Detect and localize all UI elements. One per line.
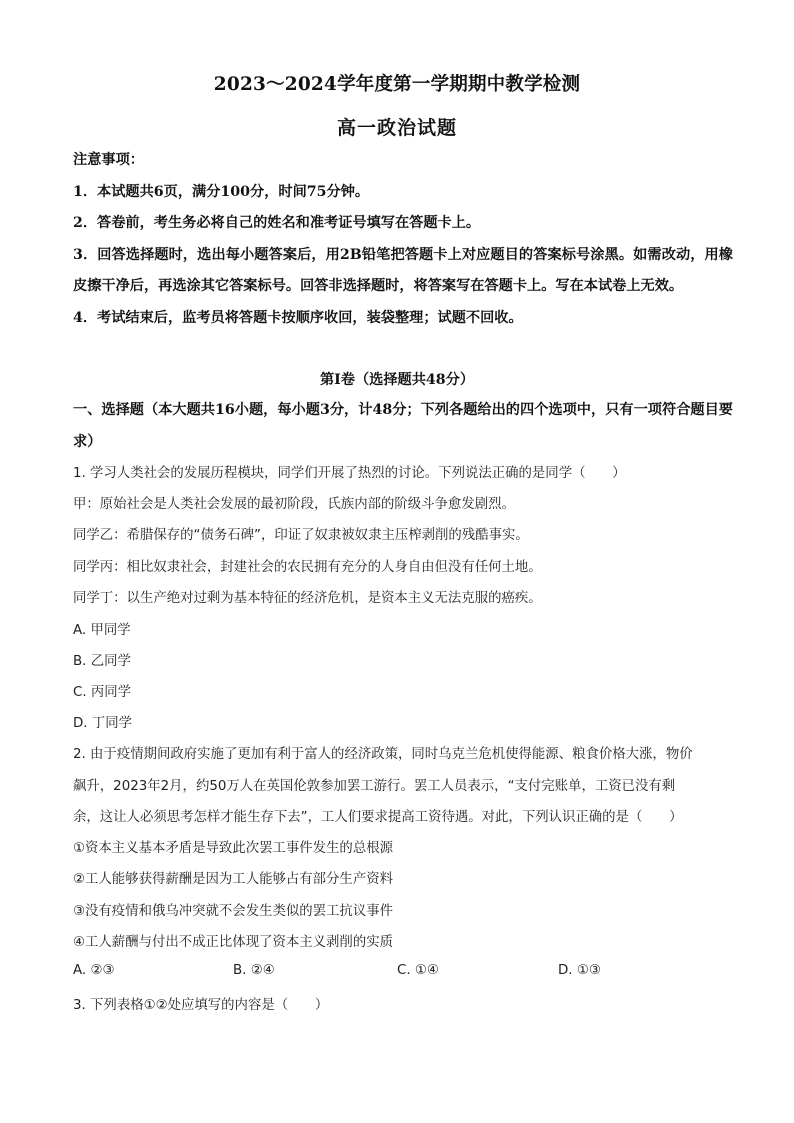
question-2-statement-3: ③没有疫情和俄乌冲突就不会发生类似的罢工抗议事件 (73, 904, 393, 919)
section-heading: 一、选择题（本大题共16小题，每小题3分，计48分；下列各题给出的四个选项中，只有一项符合题目要求） (73, 402, 733, 450)
notice-item-4: 4．考试结束后，监考员将答题卡按顺序收回，装袋整理；试题不回收。 (73, 309, 523, 326)
exam-subtitle: 高一政治试题 (336, 117, 457, 139)
question-1-option-d: D. 丁同学 (73, 716, 132, 731)
notice-item-1: 1．本试题共6页，满分100分，时间75分钟。 (73, 183, 370, 200)
notice-item-3: 3．回答选择题时，选出每小题答案后，用2B铅笔把答题卡上对应题目的答案标号涂黑。如需改动，用橡皮擦干净后，再选涂其它答案标号。回答非选择题时，将答案写在答题卡上。写在本试卷上无效。 (73, 246, 733, 294)
exam-title: 2023～2024学年度第一学期期中教学检测 (213, 74, 581, 95)
question-2-stem-line-2: 飙升，2023年2月，约50万人在英国伦敦参加罢工游行。罢工人员表示，“支付完账单，工资已没有剩 (73, 779, 676, 794)
question-2-statement-2: ②工人能够获得薪酬是因为工人能够占有部分生产资料 (73, 872, 393, 887)
question-1-statement-jia: 甲：原始社会是人类社会发展的最初阶段，氏族内部的阶级斗争愈发剧烈。 (73, 497, 515, 512)
notice-block (73, 145, 733, 334)
question-2-statement-4: ④工人薪酬与付出不成正比体现了资本主义剥削的实质 (73, 935, 393, 950)
question-1-statement-ding: 同学丁：以生产绝对过剩为基本特征的经济危机，是资本主义无法克服的癌疾。 (73, 591, 542, 606)
question-1-option-c: C. 丙同学 (73, 685, 132, 700)
question-2-option-a: A. ②③ (73, 963, 115, 978)
question-2-stem-line-1: 2. 由于疫情期间政府实施了更加有利于富人的经济政策，同时乌克兰危机使得能源、粮食价格大涨，物价 (73, 747, 693, 762)
question-2-option-b: B. ②④ (233, 963, 275, 978)
question-1-statement-yi: 同学乙：希腊保存的“债务石碑”，印证了奴隶被奴隶主压榨剥削的残酷事实。 (73, 528, 529, 543)
question-1-statement-bing: 同学丙：相比奴隶社会，封建社会的农民拥有充分的人身自由但没有任何土地。 (73, 560, 542, 575)
question-1-stem: 1. 学习人类社会的发展历程模块，同学们开展了热烈的讨论。下列说法正确的是同学（ ） (73, 466, 626, 481)
question-1-option-a: A. 甲同学 (73, 623, 131, 638)
question-2-option-c: C. ①④ (397, 963, 439, 978)
question-2-stem-line-3: 余，这让人必须思考怎样才能生存下去”，工人们要求提高工资待遇。对此，下列认识正确的是（ ） (73, 810, 683, 825)
question-1-option-b: B. 乙同学 (73, 654, 131, 669)
notice-item-2: 2．答卷前，考生务必将自己的姓名和准考证号填写在答题卡上。 (73, 215, 481, 231)
question-3-stem: 3. 下列表格①②处应填写的内容是（ ） (73, 998, 329, 1013)
question-2-option-d: D. ①③ (558, 963, 601, 978)
volume-title: 第Ⅰ卷（选择题共48分） (319, 372, 475, 388)
question-2-statement-1: ①资本主义基本矛盾是导致此次罢工事件发生的总根源 (73, 841, 393, 856)
notice-heading: 注意事项： (73, 152, 144, 168)
